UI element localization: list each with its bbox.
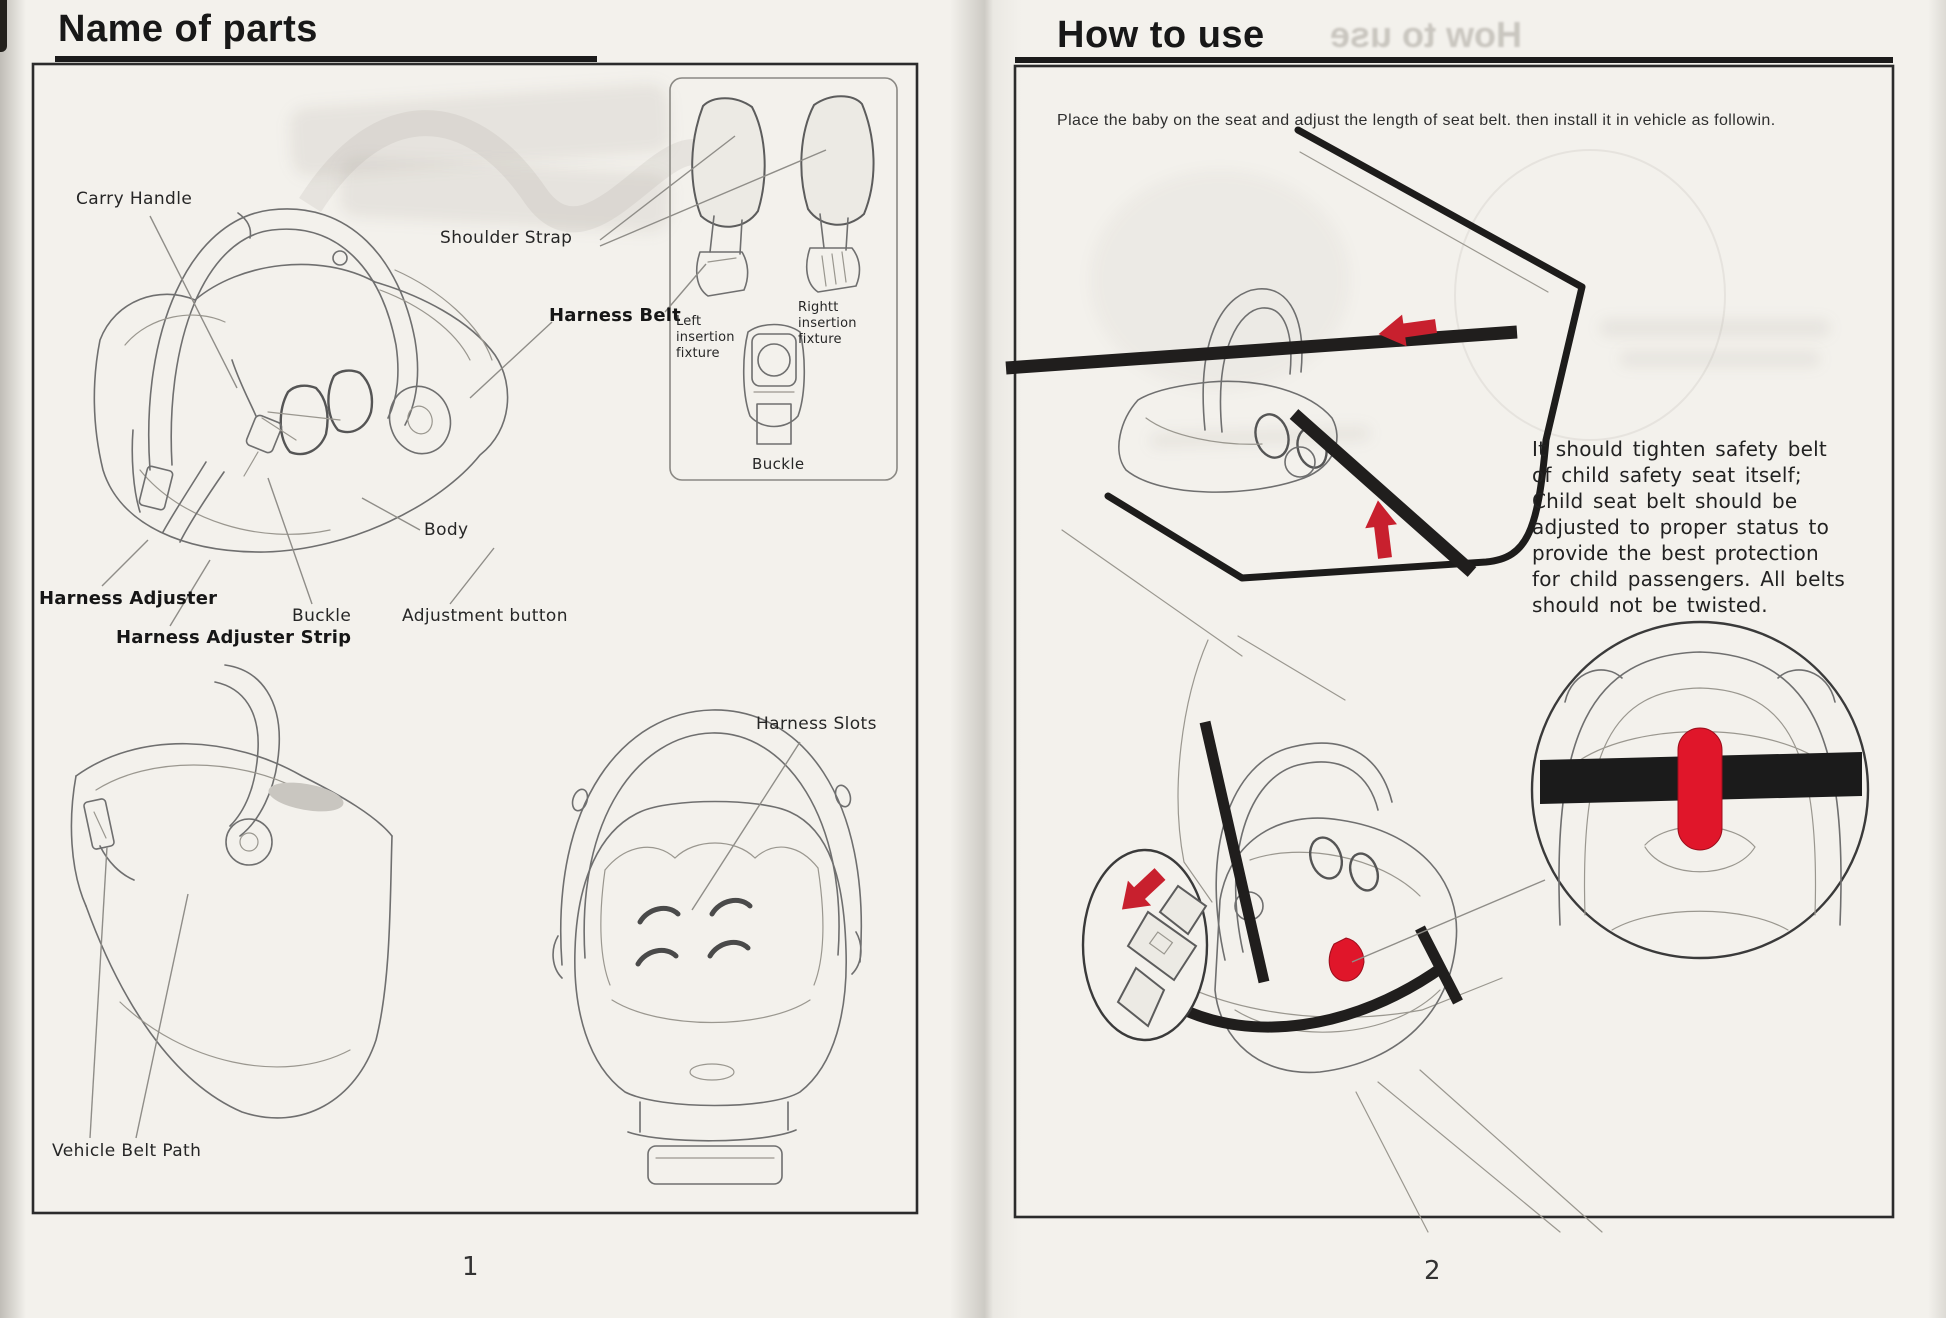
left-page-title: Name of parts — [58, 8, 318, 50]
label-carry-handle: Carry Handle — [76, 189, 193, 209]
label-left-insertion-fixture — [676, 314, 756, 362]
label-vehicle-belt-path: Vehicle Belt Path — [52, 1141, 202, 1161]
scan-corner-artifact — [0, 0, 7, 52]
label-harness-slots: Harness Slots — [756, 714, 877, 734]
note-line: provide the best protection — [1532, 541, 1819, 565]
note-paragraph — [1532, 436, 1845, 618]
label-harness-belt: Harness Belt — [549, 305, 681, 326]
note-line: It should tighten safety belt — [1532, 437, 1827, 461]
label-inset-buckle: Buckle — [752, 455, 805, 473]
right-page-number: 2 — [1424, 1256, 1441, 1286]
label-body: Body — [424, 520, 469, 540]
label-shoulder-strap: Shoulder Strap — [440, 228, 573, 248]
label-harness-adjuster: Harness Adjuster — [39, 588, 218, 609]
red-belt-tongue — [1678, 728, 1722, 850]
label-buckle: Buckle — [292, 606, 352, 626]
seat-three-quarter-view-drawing — [94, 209, 507, 552]
note-line: should not be twisted. — [1532, 593, 1768, 617]
right-insertion-line2: fixture — [798, 332, 842, 347]
bleedthrough-title: How to use — [1330, 14, 1523, 55]
label-harness-adjuster-strip: Harness Adjuster Strip — [116, 627, 352, 648]
right-title-underline — [1015, 57, 1893, 63]
label-adjustment-button: Adjustment button — [402, 606, 568, 626]
left-insertion-line2: fixture — [676, 346, 720, 361]
strap-fixture-inset — [670, 78, 897, 480]
note-line: of child safety seat itself; — [1532, 463, 1802, 487]
label-right-insertion-fixture — [798, 300, 894, 348]
belt-hook-zoom-circle — [1532, 622, 1868, 958]
right-insertion-line1: Rightt insertion — [798, 300, 857, 331]
note-line: adjusted to proper status to — [1532, 515, 1830, 539]
left-page-number: 1 — [462, 1252, 479, 1282]
intro-sentence: Place the baby on the seat and adjust the length of seat belt. then install it in vehicle as followin. — [1057, 112, 1776, 129]
install-diagram-top — [1006, 130, 1582, 656]
right-page-title: How to use — [1057, 14, 1265, 56]
note-line: for child passengers. All belts — [1532, 567, 1845, 591]
seat-side-view-drawing — [71, 665, 392, 1118]
bleedthrough-circle — [1455, 150, 1725, 440]
seat-front-view-drawing — [553, 710, 861, 1184]
note-line: Child seat belt should be — [1532, 489, 1798, 513]
left-insertion-line1: Left insertion — [676, 314, 735, 345]
left-title-underline — [55, 56, 597, 62]
buckle-zoom-circle — [1083, 850, 1207, 1040]
